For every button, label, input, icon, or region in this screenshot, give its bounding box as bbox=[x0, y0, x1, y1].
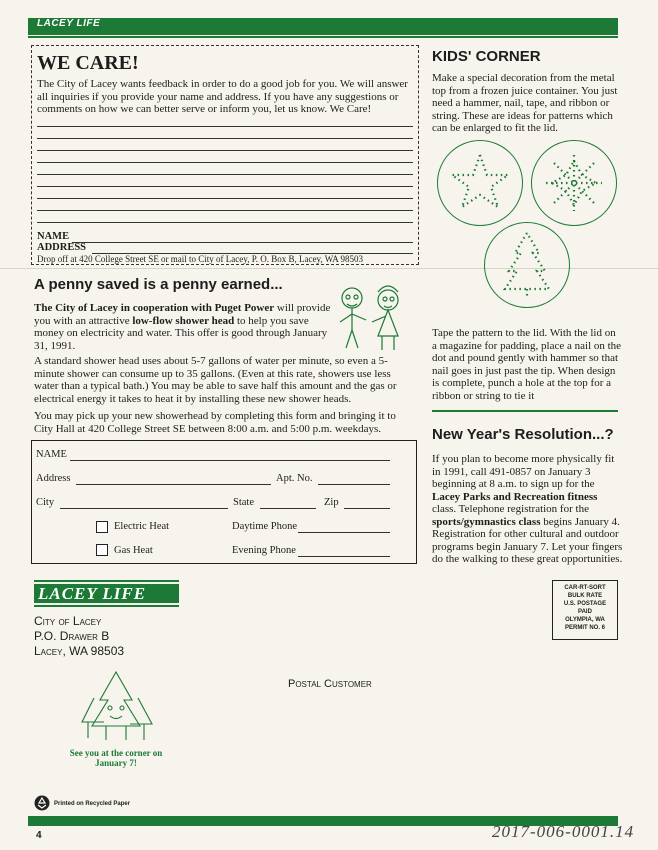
indicia-line: U.S. POSTAGE bbox=[563, 601, 607, 607]
form-zip-label: Zip bbox=[324, 497, 339, 508]
section-divider bbox=[432, 410, 618, 412]
ny-text-e: begins January 4. Registration for other cultural and outdoor programs begin January 7. Let your fingers do the walking to these great opportunities. bbox=[432, 515, 623, 565]
form-state-field[interactable] bbox=[260, 508, 316, 509]
mailer-logo: LACEY LIFE bbox=[34, 584, 179, 603]
form-state-label: State bbox=[233, 497, 254, 508]
kids-corner-instructions: Tape the pattern to the lid. With the lid on a magazine for padding, place a nail on the dot and pound gently with hammer so that nail goes in just past the tip. When design is complete, punch a hole at the top for a ribbon or string to tie it bbox=[432, 327, 622, 402]
penny-paragraph-3: You may pick up your new showerhead by completing this form and bringing it to City Hall at 420 College Street SE between 8:00 a.m. and 5:00 p.m. weekdays. bbox=[34, 410, 396, 435]
comment-line[interactable] bbox=[37, 222, 413, 223]
evening-phone-field[interactable] bbox=[298, 556, 390, 557]
penny-lead: The City of Lacey in cooperation with Puget Power bbox=[34, 302, 275, 314]
tree-pattern-icon bbox=[485, 223, 569, 307]
penny-paragraph-2: A standard shower head uses about 5-7 gallons of water per minute, so even a 5-minute shower can consume up to 35 gallons. (Even at this rate, showers use less water than a typical bath.) You may be able to save half this amount and the gas or electrical energy it takes to heat it by installing these new shower heads. bbox=[34, 355, 397, 405]
return-address-line1: City of Lacey bbox=[34, 614, 102, 628]
comment-line[interactable] bbox=[37, 210, 413, 211]
evening-phone-label: Evening Phone bbox=[232, 545, 296, 556]
postal-customer: Postal Customer bbox=[288, 678, 372, 690]
masthead-rule bbox=[28, 36, 618, 38]
form-apt-field[interactable] bbox=[318, 484, 390, 485]
cartoon-couple-illustration bbox=[330, 282, 412, 354]
electric-heat-checkbox[interactable] bbox=[96, 521, 108, 533]
mailer-logo-rule-top bbox=[34, 580, 179, 582]
we-care-title: WE CARE! bbox=[37, 52, 139, 74]
daytime-phone-field[interactable] bbox=[298, 532, 390, 533]
handwritten-accession-number: 2017-006-0001.14 bbox=[492, 822, 635, 841]
address-label: ADDRESS bbox=[37, 242, 87, 253]
form-city-field[interactable] bbox=[60, 508, 228, 509]
page-number: 4 bbox=[36, 830, 42, 841]
comment-line[interactable] bbox=[37, 186, 413, 187]
mailer-logo-rule-bottom bbox=[34, 605, 179, 607]
penny-paragraph-1 bbox=[34, 302, 334, 352]
indicia-line: OLYMPIA, WA bbox=[565, 617, 605, 623]
comment-line[interactable] bbox=[37, 138, 413, 139]
masthead-logo: LACEY LIFE bbox=[34, 18, 103, 29]
return-address-line2: P.O. Drawer B bbox=[34, 629, 110, 643]
penny-title: A penny saved is a penny earned... bbox=[34, 276, 283, 293]
kids-corner-intro: Make a special decoration from the metal top from a frozen juice container. You just need a hammer, nail, tape, and ribbon or string. These are ideas for patterns which can be enlarged to fit the lid. bbox=[432, 72, 618, 134]
ny-bold-b: Lacey Parks and Recreation fitness bbox=[432, 490, 598, 503]
gas-heat-checkbox[interactable] bbox=[96, 544, 108, 556]
new-year-body bbox=[432, 453, 624, 566]
recycled-paper-note: Printed on Recycled Paper bbox=[54, 801, 131, 807]
postage-indicia bbox=[552, 580, 618, 640]
penny-bold: low-flow shower head bbox=[132, 314, 235, 327]
return-address bbox=[34, 614, 124, 659]
tree-pattern-circle bbox=[484, 222, 570, 308]
indicia-line: CAR-RT-SORT bbox=[564, 585, 606, 591]
we-care-body: The City of Lacey wants feedback in order to do a good job for you. We will answer all inquiries if you provide your name and address. If you have any suggestions or comments on how we can better serve or inform you, let us know. We Care! bbox=[37, 78, 408, 115]
form-address-field[interactable] bbox=[76, 484, 271, 485]
indicia-line: BULK RATE bbox=[567, 593, 603, 599]
see-you-caption: See you at the corner on January 7! bbox=[69, 748, 163, 768]
comment-line[interactable] bbox=[37, 198, 413, 199]
kids-corner-title: KIDS' CORNER bbox=[432, 48, 541, 65]
snowflake-pattern-circle bbox=[531, 140, 617, 226]
name-label: NAME bbox=[37, 231, 70, 242]
star-pattern-icon bbox=[438, 141, 522, 225]
new-year-title: New Year's Resolution...? bbox=[432, 426, 614, 443]
we-care-form bbox=[31, 45, 419, 265]
penny-mid: will provide you with an attractive bbox=[34, 302, 331, 327]
ny-text-c: class. Telephone registration for the bbox=[432, 503, 589, 515]
comment-line[interactable] bbox=[37, 174, 413, 175]
masthead-bar bbox=[28, 18, 618, 35]
star-pattern-circle bbox=[437, 140, 523, 226]
comment-line[interactable] bbox=[37, 150, 413, 151]
form-name-label: NAME bbox=[36, 449, 67, 460]
drop-off-note: Drop off at 420 College Street SE or mail to City of Lacey, P. O. Box B, Lacey, WA 98503 bbox=[37, 254, 363, 264]
ny-text-a: If you plan to become more physically fit in 1991, call 491-0857 on January 3 beginning at 8 a.m. to sign up for the bbox=[432, 453, 615, 490]
showerhead-form bbox=[31, 440, 417, 564]
electric-heat-label: Electric Heat bbox=[114, 521, 170, 532]
form-address-label: Address bbox=[36, 473, 71, 484]
daytime-phone-label: Daytime Phone bbox=[232, 521, 298, 532]
return-address-line3: Lacey, WA 98503 bbox=[34, 644, 125, 658]
tree-characters-illustration bbox=[76, 668, 158, 746]
recycle-icon bbox=[34, 795, 50, 811]
penny-tail: to help you save money on electricity and water. This offer is good through January 31, 1991. bbox=[34, 314, 328, 352]
form-name-field[interactable] bbox=[70, 460, 390, 461]
comment-line[interactable] bbox=[37, 162, 413, 163]
snowflake-pattern-icon bbox=[532, 141, 616, 225]
ny-bold-d: sports/gymnastics class bbox=[432, 515, 541, 528]
form-city-label: City bbox=[36, 497, 55, 508]
indicia-line: PERMIT NO. 6 bbox=[564, 625, 605, 631]
indicia-line: PAID bbox=[578, 609, 592, 615]
form-apt-label: Apt. No. bbox=[276, 473, 313, 484]
comment-line[interactable] bbox=[37, 126, 413, 127]
form-zip-field[interactable] bbox=[344, 508, 390, 509]
name-field[interactable] bbox=[72, 242, 413, 243]
gas-heat-label: Gas Heat bbox=[114, 545, 153, 556]
